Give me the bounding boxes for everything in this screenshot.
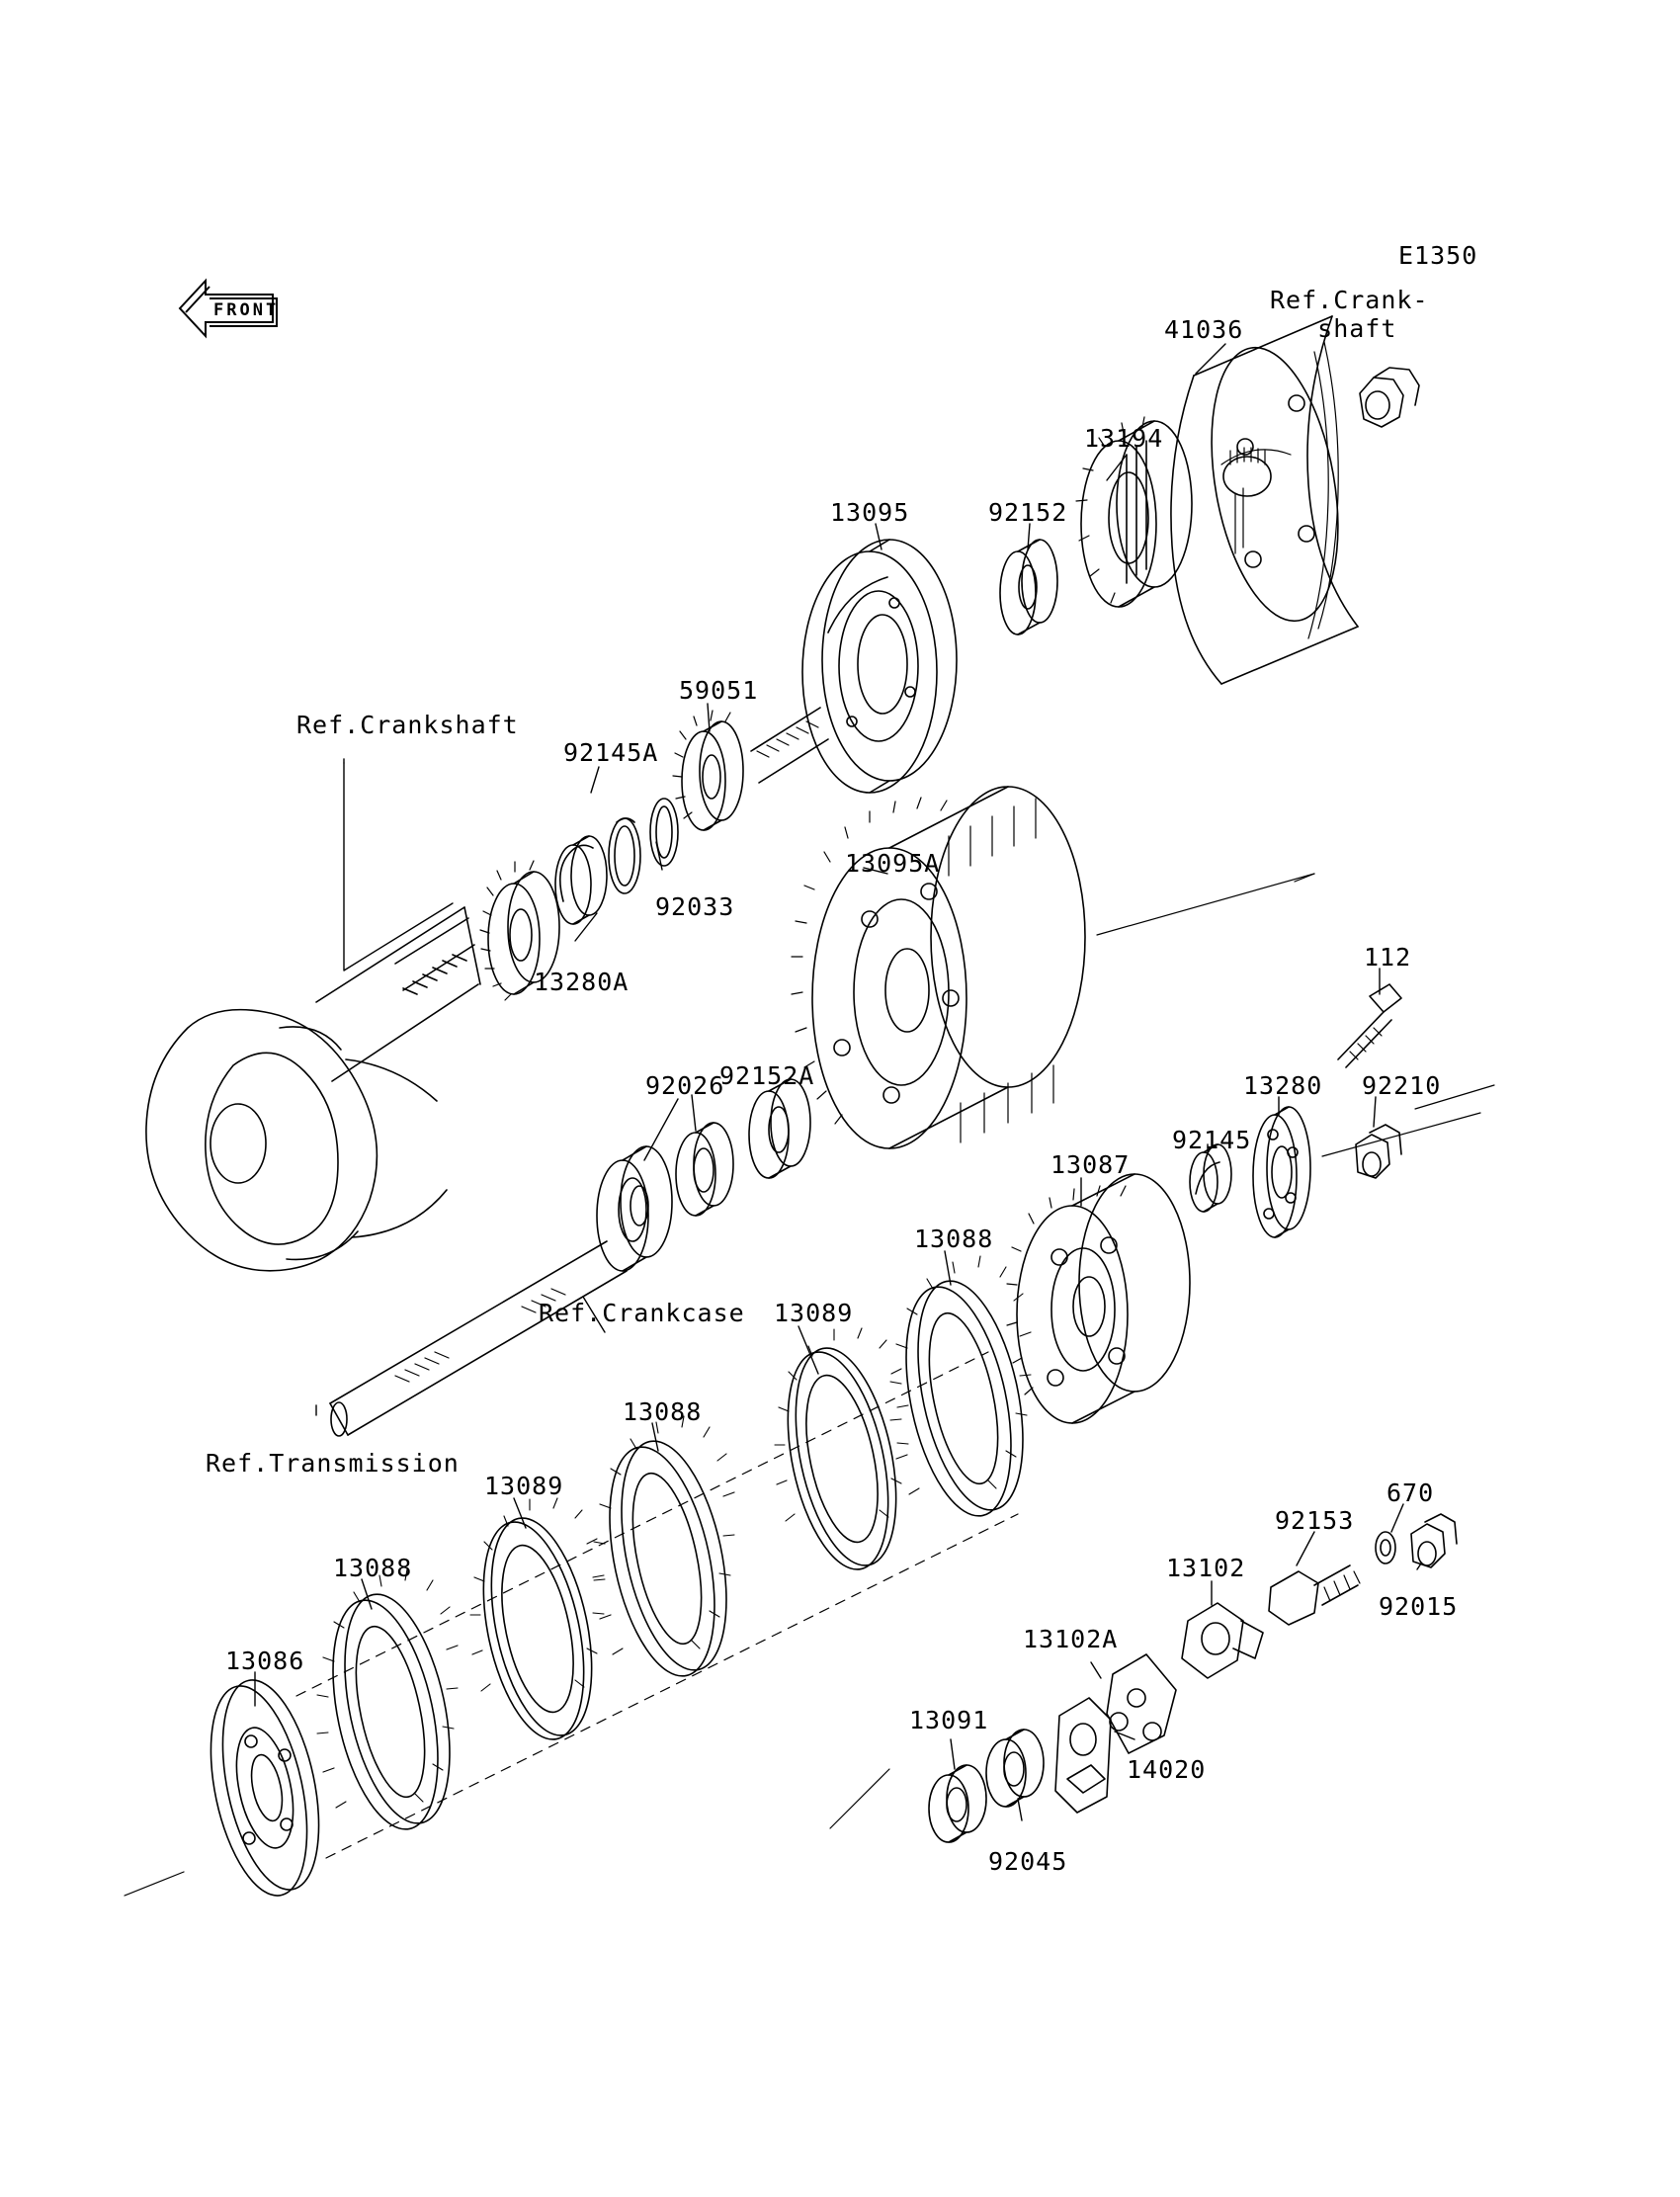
part-label-13095A: 13095A (845, 849, 941, 878)
part-label-92045: 92045 (988, 1847, 1068, 1876)
part-label-92145A: 92145A (563, 738, 659, 767)
part-label-13280A: 13280A (534, 968, 630, 996)
part-670-washer (1376, 1532, 1395, 1563)
part-label-59051: 59051 (679, 676, 759, 705)
part-label-92026: 92026 (645, 1071, 725, 1100)
part-label-92152: 92152 (988, 498, 1068, 527)
ref-label-crankcase: Ref.Crankcase (539, 1299, 745, 1327)
ref-label-crankshaft: Ref.Crankshaft (296, 711, 519, 739)
front-direction-badge (176, 269, 285, 346)
part-13086-pressure-plate (195, 1671, 336, 1904)
part-label-13095: 13095 (830, 498, 910, 527)
part-13087-clutch-hub (1007, 1174, 1190, 1423)
part-13095-primary-gear (751, 540, 957, 793)
part-label-13102: 13102 (1166, 1554, 1246, 1582)
part-13102-release-lever (1182, 1603, 1263, 1678)
part-label-14020: 14020 (1127, 1755, 1207, 1784)
part-label-13194: 13194 (1084, 424, 1164, 453)
part-13089-steel-plate-2 (466, 1498, 610, 1748)
part-label-92015: 92015 (1379, 1592, 1459, 1621)
part-92015-nut (1411, 1514, 1457, 1567)
part-label-13280: 13280 (1243, 1071, 1323, 1100)
part-14020-holder (1055, 1698, 1111, 1813)
part-92152A-collar (676, 1123, 733, 1216)
part-label-670: 670 (1386, 1479, 1435, 1507)
part-13089-steel-plate-1 (771, 1328, 914, 1578)
part-label-92153: 92153 (1275, 1506, 1355, 1535)
part-label-13086: 13086 (225, 1647, 305, 1675)
figure-code: E1350 (1398, 241, 1478, 270)
part-label-13087: 13087 (1050, 1150, 1131, 1179)
part-13088-friction-plate-3 (315, 1569, 468, 1838)
part-label-13088-b: 13088 (623, 1397, 703, 1426)
part-92026-bearing (597, 1146, 672, 1271)
part-13088-friction-plate-2 (592, 1416, 745, 1685)
part-label-13089-b: 13089 (484, 1472, 564, 1500)
ref-label-transmission: Ref.Transmission (206, 1449, 460, 1478)
part-13280-plate (1253, 1107, 1310, 1237)
part-label-92033: 92033 (655, 892, 735, 921)
part-label-13088-a: 13088 (914, 1225, 994, 1253)
part-92152A-spacer (749, 1079, 810, 1178)
clutch-plate-stack (195, 1256, 1042, 1904)
svg-text:FRONT: FRONT (213, 300, 280, 320)
part-label-13091: 13091 (909, 1706, 989, 1734)
part-92045-bearing (986, 1730, 1044, 1807)
part-41036-rotor (1171, 316, 1358, 684)
part-92152-collar (1000, 540, 1057, 634)
part-13091-bearing (929, 1765, 986, 1842)
part-label-13089-a: 13089 (774, 1299, 854, 1327)
part-label-41036: 41036 (1164, 315, 1244, 344)
part-13102A-plate (1107, 1654, 1176, 1753)
part-92033-circlip (609, 799, 678, 893)
part-label-112: 112 (1364, 943, 1412, 972)
part-label-13102A: 13102A (1023, 1625, 1119, 1653)
part-label-92210: 92210 (1362, 1071, 1442, 1100)
ref-transmission-shaft (330, 1241, 627, 1436)
part-label-92145: 92145 (1172, 1126, 1252, 1154)
ref-crankshaft-nut (1360, 368, 1419, 427)
part-92145A-spring (555, 836, 607, 924)
part-92153-bolt (1269, 1565, 1360, 1625)
part-112-bolt (1338, 984, 1401, 1067)
part-13095A-clutch-housing (792, 787, 1085, 1148)
part-label-13088-c: 13088 (333, 1554, 413, 1582)
crankshaft-shaft (316, 907, 480, 1081)
crankshaft-web (146, 1010, 447, 1271)
ref-label-crankshaft-top: Ref.Crank- shaft (1270, 286, 1429, 343)
part-92210-nut (1356, 1125, 1401, 1178)
part-59051-gear (673, 711, 743, 830)
part-label-92152A: 92152A (719, 1061, 815, 1090)
